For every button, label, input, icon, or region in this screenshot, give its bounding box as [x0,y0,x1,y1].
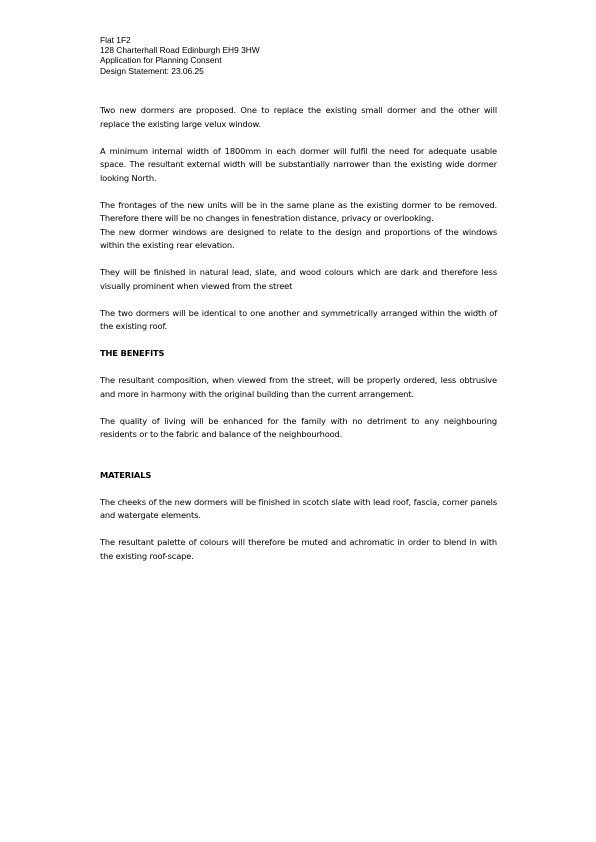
paragraph-internal-width: A minimum internal width of 1800mm in each dormer will fulfil the need for adequate usable space. The resultant external width will be substantially narrower than the existing wide dormer looking North. [100,145,497,183]
paragraph-dormer-cheeks: The cheeks of the new dormers will be finished in scotch slate with lead roof, fascia, corner panels and watergate elements. [100,496,497,520]
document-header [100,35,500,76]
header-address-street: 128 Charterhall Road Edinburgh EH9 3HW [100,45,260,56]
heading-materials: MATERIALS [100,469,152,480]
paragraph-finishes: They will be finished in natural lead, slate, and wood colours which are dark and therefore less visually prominent when viewed from the street [100,267,497,291]
header-address-flat: Flat 1F2 [100,35,131,45]
paragraph-symmetry: The two dormers will be identical to one another and symmetrically arranged within the width of the existing roof. [100,307,497,331]
paragraph-quality-of-living: The quality of living will be enhanced for the family with no detriment to any neighbouring residents or to the fabric and balance of the neighbourhood. [100,415,497,439]
paragraph-colour-palette: The resultant palette of colours will therefore be muted and achromatic in order to blend in with the existing roof-scape. [100,537,497,561]
header-statement-date: Design Statement: 23.06.25 [100,65,204,76]
paragraph-composition: The resultant composition, when viewed from the street, will be properly ordered, less obtrusive and more in harmony with the original building than the current arrangement. [100,375,497,399]
heading-benefits: THE BENEFITS [100,348,165,358]
paragraph-frontages: The frontages of the new units will be in the same plane as the existing dormer to be removed. Therefore there will be no changes in fenestration distance, privacy or overlooking. [100,199,497,223]
paragraph-dormers-proposed: Two new dormers are proposed. One to replace the existing small dormer and the other will replace the existing large velux window. [100,105,497,129]
document-body [100,104,497,563]
header-application-title: Application for Planning Consent [100,55,222,66]
paragraph-window-design: The new dormer windows are designed to relate to the design and proportions of the windows within the existing rear elevation. [100,226,497,250]
